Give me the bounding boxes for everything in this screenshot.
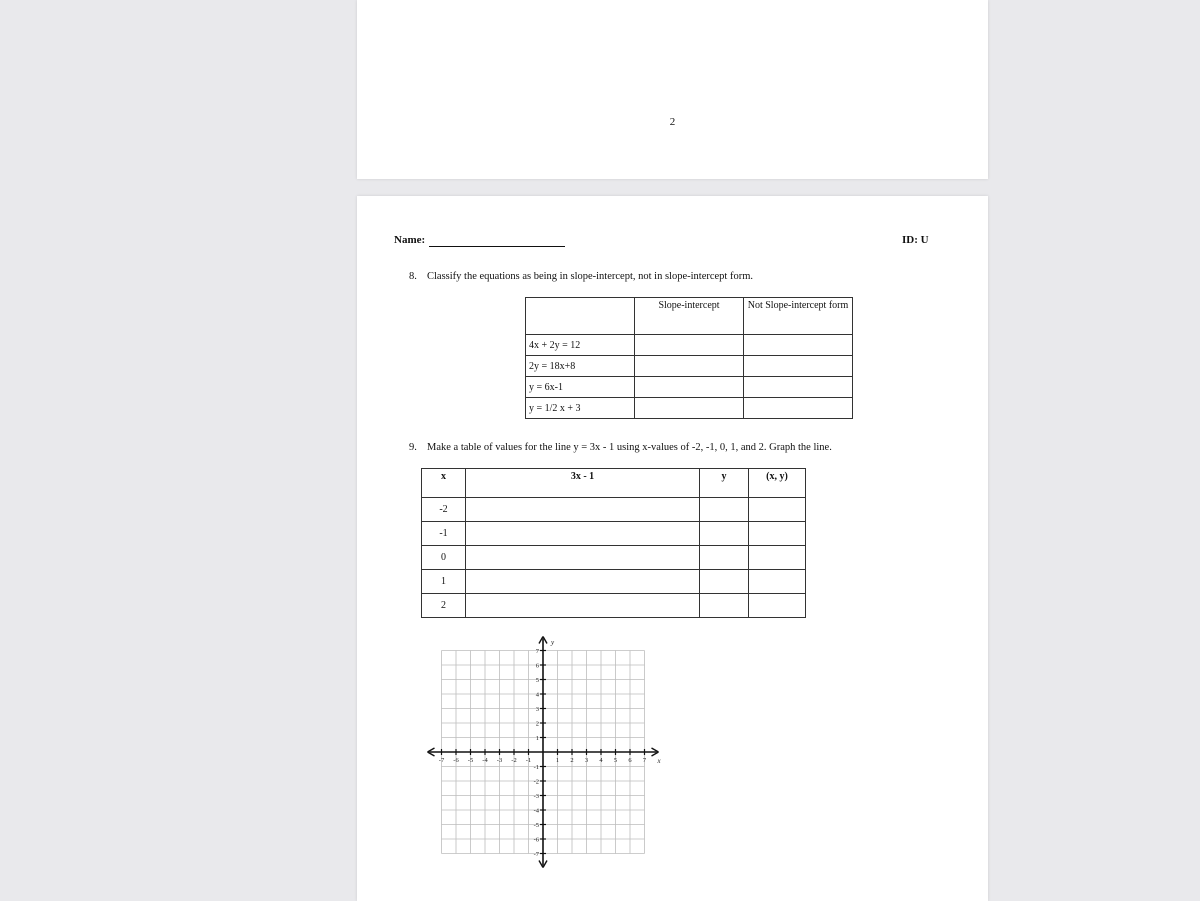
question-9-text: Make a table of values for the line y = 3x - 1 using x-values of -2, -1, 0, 1, and 2. Graph the line. xyxy=(427,442,832,453)
answer-cell[interactable] xyxy=(744,398,853,419)
answer-cell[interactable] xyxy=(744,377,853,398)
previous-page xyxy=(357,0,988,179)
y-tick-label: 1 xyxy=(535,735,539,742)
answer-cell[interactable] xyxy=(635,335,744,356)
y-tick-label: -1 xyxy=(533,764,539,771)
values-header-xy: (x, y) xyxy=(749,469,806,498)
table-row xyxy=(526,398,853,419)
x-tick-label: -6 xyxy=(453,757,459,764)
answer-cell[interactable] xyxy=(749,570,806,594)
answer-cell[interactable] xyxy=(749,594,806,618)
x-tick-label: 5 xyxy=(613,757,618,764)
equation-cell: 4x + 2y = 12 xyxy=(526,335,635,356)
coordinate-grid[interactable] xyxy=(425,630,675,875)
question-9-number: 9. xyxy=(409,442,417,453)
x-tick-label: 3 xyxy=(584,757,589,764)
answer-cell[interactable] xyxy=(700,594,749,618)
answer-cell[interactable] xyxy=(700,546,749,570)
values-header-3x-minus-1: 3x - 1 xyxy=(466,469,700,498)
answer-cell[interactable] xyxy=(466,522,700,546)
y-tick-label: -6 xyxy=(533,836,539,844)
worksheet-page xyxy=(357,196,988,901)
y-tick-label: 2 xyxy=(535,720,539,728)
x-tick-label: -2 xyxy=(511,757,517,764)
id-label: ID: U xyxy=(902,234,929,246)
y-axis-label: y xyxy=(551,638,555,647)
answer-cell[interactable] xyxy=(749,546,806,570)
x-value-cell: 0 xyxy=(422,546,466,570)
answer-cell[interactable] xyxy=(635,356,744,377)
x-value-cell: -2 xyxy=(422,498,466,522)
name-blank-line xyxy=(429,246,565,247)
table-row xyxy=(422,570,806,594)
answer-cell[interactable] xyxy=(635,398,744,419)
table-row xyxy=(422,594,806,618)
values-header-x: x xyxy=(422,469,466,498)
answer-cell[interactable] xyxy=(466,498,700,522)
x-tick-label: -3 xyxy=(496,757,503,764)
answer-cell[interactable] xyxy=(466,570,700,594)
x-value-cell: 1 xyxy=(422,570,466,594)
table-row xyxy=(422,522,806,546)
classify-table xyxy=(525,297,853,419)
x-axis-label: x xyxy=(657,757,661,765)
values-table xyxy=(421,468,806,618)
x-tick-label: 6 xyxy=(628,757,632,764)
x-tick-label: 1 xyxy=(555,757,560,764)
y-tick-label: 6 xyxy=(535,662,539,670)
x-tick-label: -4 xyxy=(482,757,488,764)
table-row xyxy=(422,498,806,522)
table-row xyxy=(526,356,853,377)
x-tick-label: -7 xyxy=(438,757,445,764)
equation-cell: y = 6x-1 xyxy=(526,377,635,398)
y-tick-label: 4 xyxy=(535,691,539,699)
answer-cell[interactable] xyxy=(749,498,806,522)
question-8 xyxy=(409,271,753,282)
y-tick-label: -2 xyxy=(533,778,539,786)
y-tick-label: 7 xyxy=(535,648,539,655)
y-tick-label: -5 xyxy=(533,822,539,829)
x-tick-label: 2 xyxy=(570,757,574,764)
classify-header-slope-intercept: Slope-intercept xyxy=(635,298,744,335)
answer-cell[interactable] xyxy=(744,335,853,356)
y-tick-label: -7 xyxy=(533,851,539,858)
x-tick-label: 7 xyxy=(642,757,647,764)
answer-cell[interactable] xyxy=(635,377,744,398)
x-value-cell: 2 xyxy=(422,594,466,618)
question-8-text: Classify the equations as being in slope-intercept, not in slope-intercept form. xyxy=(427,271,754,282)
page-number: 2 xyxy=(669,116,676,128)
answer-cell[interactable] xyxy=(466,594,700,618)
answer-cell[interactable] xyxy=(466,546,700,570)
answer-cell[interactable] xyxy=(749,522,806,546)
question-8-number: 8. xyxy=(409,271,417,282)
table-row xyxy=(526,335,853,356)
answer-cell[interactable] xyxy=(744,356,853,377)
classify-header-not-slope-intercept: Not Slope-intercept form xyxy=(744,298,853,335)
y-tick-label: 3 xyxy=(535,706,539,713)
values-header-y: y xyxy=(700,469,749,498)
table-row xyxy=(526,377,853,398)
x-tick-label: -1 xyxy=(525,757,532,764)
answer-cell[interactable] xyxy=(700,498,749,522)
x-value-cell: -1 xyxy=(422,522,466,546)
y-tick-label: -4 xyxy=(533,807,539,815)
answer-cell[interactable] xyxy=(700,522,749,546)
question-9 xyxy=(409,442,832,453)
equation-cell: 2y = 18x+8 xyxy=(526,356,635,377)
name-label: Name: xyxy=(394,234,426,246)
x-tick-label: 4 xyxy=(599,757,603,764)
y-tick-label: -3 xyxy=(533,793,539,800)
x-tick-label: -5 xyxy=(467,757,474,764)
answer-cell[interactable] xyxy=(700,570,749,594)
table-row xyxy=(422,546,806,570)
classify-header-blank xyxy=(526,298,635,335)
equation-cell: y = 1/2 x + 3 xyxy=(526,398,635,419)
y-tick-label: 5 xyxy=(535,677,539,684)
